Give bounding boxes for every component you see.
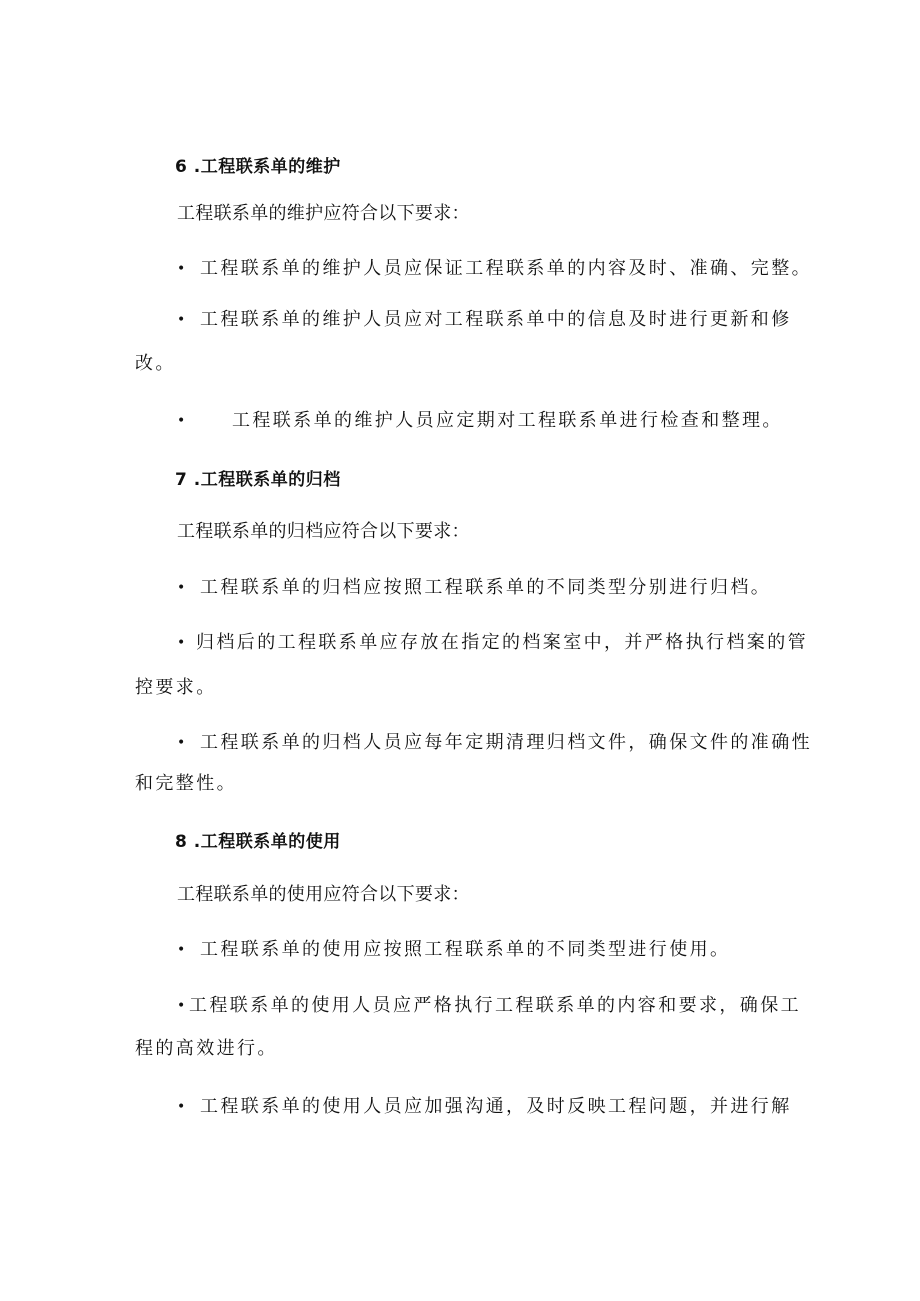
bullet-text: 工程联系单的归档应按照工程联系单的不同类型分别进行归档。	[200, 577, 772, 598]
bullet-mark: •	[177, 413, 186, 429]
bullet-text: 工程联系单的使用人员应严格执行工程联系单的内容和要求，确保工	[189, 995, 801, 1016]
bullet-mark: •	[177, 735, 186, 751]
bullet-mark: •	[177, 998, 186, 1014]
bullet-text: 工程联系单的维护人员应定期对工程联系单进行检查和整理。	[232, 410, 783, 431]
section-heading-6: 6 .工程联系单的维护	[175, 157, 341, 177]
bullet-text: 工程联系单的归档人员应每年定期清理归档文件，确保文件的准确性	[200, 732, 812, 753]
bullet-text: 工程联系单的维护人员应保证工程联系单的内容及时、准确、完整。	[200, 258, 812, 279]
bullet-text: 工程联系单的使用应按照工程联系单的不同类型进行使用。	[200, 939, 731, 960]
bullet-text-continued: 控要求。	[135, 677, 217, 698]
bullet-mark: •	[177, 1099, 186, 1115]
bullet-mark: •	[177, 942, 186, 958]
bullet-mark: •	[177, 635, 186, 651]
bullet-mark: •	[177, 312, 186, 328]
bullet-text-continued: 和完整性。	[135, 773, 237, 794]
bullet-text: 工程联系单的使用人员应加强沟通，及时反映工程问题，并进行解	[200, 1096, 792, 1117]
section-intro-7: 工程联系单的归档应符合以下要求：	[177, 521, 470, 542]
bullet-text: 工程联系单的维护人员应对工程联系单中的信息及时进行更新和修	[200, 309, 792, 330]
bullet-text-continued: 改。	[135, 353, 176, 374]
section-heading-8: 8 .工程联系单的使用	[175, 832, 341, 852]
bullet-text-continued: 程的高效进行。	[135, 1038, 278, 1059]
section-intro-8: 工程联系单的使用应符合以下要求：	[177, 884, 470, 905]
bullet-mark: •	[177, 580, 186, 596]
section-heading-7: 7 .工程联系单的归档	[175, 470, 341, 490]
bullet-mark: •	[177, 261, 186, 277]
bullet-text: 归档后的工程联系单应存放在指定的档案室中，并严格执行档案的管	[196, 632, 808, 653]
section-intro-6: 工程联系单的维护应符合以下要求：	[177, 203, 470, 224]
